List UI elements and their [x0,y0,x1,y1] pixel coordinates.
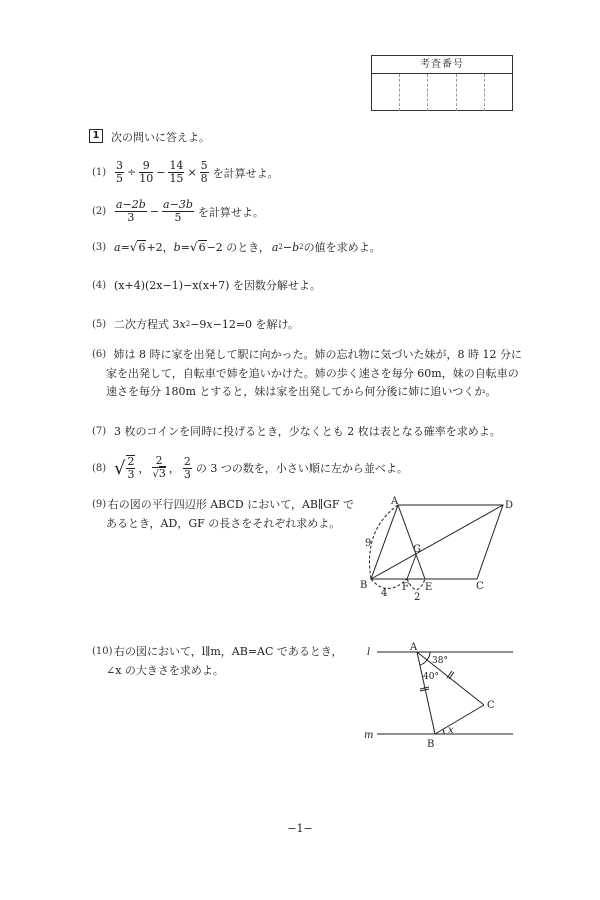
problem-text: 3 枚のコインを同時に投げるとき，少なくとも 2 枚は表となる確率を求めよ。 [114,425,501,438]
point-label-b: B [427,739,435,750]
fraction [162,199,194,224]
problem-text: 二次方程式 3 [114,318,180,331]
problem-4 [92,277,321,293]
expression-text: −9 [190,317,207,331]
problem-text-line: 右の図において，l∥m，AB=AC であるとき， [114,645,343,658]
problem-text-line: 右の図の平行四辺形 ABCD において，AB∥GF で [107,498,354,511]
numerator: 5 [200,159,208,172]
denominator: 5 [116,172,123,185]
sqrt-icon: √ [152,469,159,480]
variable-x: x [206,317,213,331]
point-label-e: E [425,582,433,593]
operator: ÷ [127,166,137,179]
angle-label-38: 38° [432,656,448,666]
problem-instruction: を計算せよ。 [197,205,264,219]
problem-text: (x+4)(2x−1)−x(x+7) を因数分解せよ。 [114,279,321,292]
numerator: 3 [116,159,123,172]
exam-number-cell[interactable] [428,74,456,111]
angle-arc-38 [427,652,430,660]
exam-number-cell[interactable] [485,74,512,111]
point-label-g: G [413,544,421,555]
line-label-m: m [364,730,374,741]
problem-5 [92,316,299,332]
problem-label: (1) [92,167,107,178]
sqrt-icon: √ [114,457,126,479]
fraction [200,160,209,185]
expression-text: −2 のとき， [206,241,270,254]
angle-arc-x [443,729,444,734]
problem-instruction: の 3 つの数を，小さい順に左から並べよ。 [195,462,408,475]
fraction [183,456,192,481]
length-label-bf: 4 [381,588,388,599]
length-label-ab: 9 [365,538,372,549]
fraction [115,199,147,224]
numerator: 2 [183,454,191,468]
numerator: a−2b [116,198,146,211]
problem-8 [92,455,408,481]
fraction [168,160,184,185]
problem-3 [92,239,381,255]
exponent: 2 [299,243,304,251]
exam-number-title: 考査番号 [372,56,512,74]
denominator: 3 [183,467,191,481]
problem-text-line: 家を出発して，自転車で姉を追いかけた。姉の歩く速さを毎分 60m，妹の自転車の [106,366,519,380]
problem-10 [92,643,362,680]
numerator: a−3b [163,198,193,211]
operator: × [187,166,197,179]
point-label-a: A [391,496,399,507]
problem-label: (4) [92,279,107,291]
denominator: 8 [200,172,208,185]
denominator: 3 [127,211,135,224]
exam-number-box [371,55,513,111]
fraction [152,455,165,481]
operator: − [156,166,166,179]
diagonal-bd [371,505,503,579]
variable-a: a [114,240,121,254]
page-number: −1− [287,822,313,835]
segment-bc [435,705,484,734]
problem-2 [92,199,264,224]
tick-mark-ac [447,671,452,678]
radicand: 6 [138,241,146,254]
exam-number-cell[interactable] [372,74,400,111]
line-label-l: l [367,647,371,658]
angle-arc-40 [420,660,427,665]
problem-instruction: −12=0 を解け。 [212,318,300,331]
variable-a: a [271,240,279,254]
denominator: 3 [158,467,166,480]
problem-label: (10) [92,646,113,657]
figure-parallel-lines [355,635,530,755]
operator: − [282,240,293,254]
radicand: 6 [198,241,206,254]
problem-1 [92,160,279,185]
variable-b: b [292,240,300,254]
separator: ， [168,462,180,475]
problem-label: (8) [92,462,107,474]
section-intro: 次の問いに答えよ。 [111,131,210,144]
problem-7 [92,423,501,439]
angle-label-40: 40° [423,672,439,682]
problem-label: (5) [92,318,107,330]
point-label-f: F [402,582,409,593]
problem-text-line: 姉は 8 時に家を出発して駅に向かった。姉の忘れ物に気づいた妹が，8 時 12 分に [113,348,522,361]
sqrt-icon: √ [189,240,198,254]
numerator: 9 [139,160,153,173]
fraction [126,455,135,481]
operator: − [149,205,160,218]
problem-text-line: 速さを毎分 180m とすると，妹は家を出発してから何分後に姉に追いつくか。 [106,385,497,398]
exponent: 2 [278,243,283,251]
denominator: 5 [174,211,182,224]
variable-b: b [173,240,181,254]
problem-label: (3) [92,241,107,253]
numerator: 2 [127,455,135,468]
angle-label-x: x [448,725,454,736]
numerator: 14 [169,159,184,172]
equals: = [180,240,190,254]
exam-number-cell[interactable] [457,74,485,111]
variable-x: x [179,317,186,331]
expression-text: +2， [146,241,174,254]
exam-number-cell[interactable] [400,74,428,111]
problem-text-line: あるとき，AD，GF の長さをそれぞれ求めよ。 [106,516,341,530]
denominator: 15 [169,172,184,185]
numerator: 2 [152,455,165,468]
separator: ， [138,462,150,475]
section-number: 1 [89,129,103,143]
point-label-d: D [505,500,514,511]
point-label-c: C [487,700,495,711]
exponent: 2 [185,320,191,328]
fraction [115,160,124,185]
problem-instruction: の値を求めよ。 [303,241,381,254]
point-label-b: B [360,580,368,591]
sqrt-icon: √ [129,240,138,254]
tick-mark-ac [449,672,454,679]
denominator: 10 [139,172,154,185]
length-label-fe: 2 [414,592,421,603]
problem-text-line: ∠x の大きさを求めよ。 [106,663,224,677]
equals: = [120,240,130,254]
problem-label: (9) [92,499,107,510]
problem-label: (6) [92,349,107,360]
problem-9 [92,496,354,533]
problem-instruction: を計算せよ。 [212,166,279,180]
figure-parallelogram [355,490,530,610]
problem-label: (2) [92,206,107,217]
problem-label: (7) [92,425,107,437]
fraction [139,160,153,185]
dimension-arc-fe [407,579,425,590]
point-label-c: C [476,581,484,592]
point-label-a: A [410,642,418,653]
denominator: 3 [127,468,135,481]
tick-mark-ab [420,689,429,691]
problem-6 [92,346,522,402]
